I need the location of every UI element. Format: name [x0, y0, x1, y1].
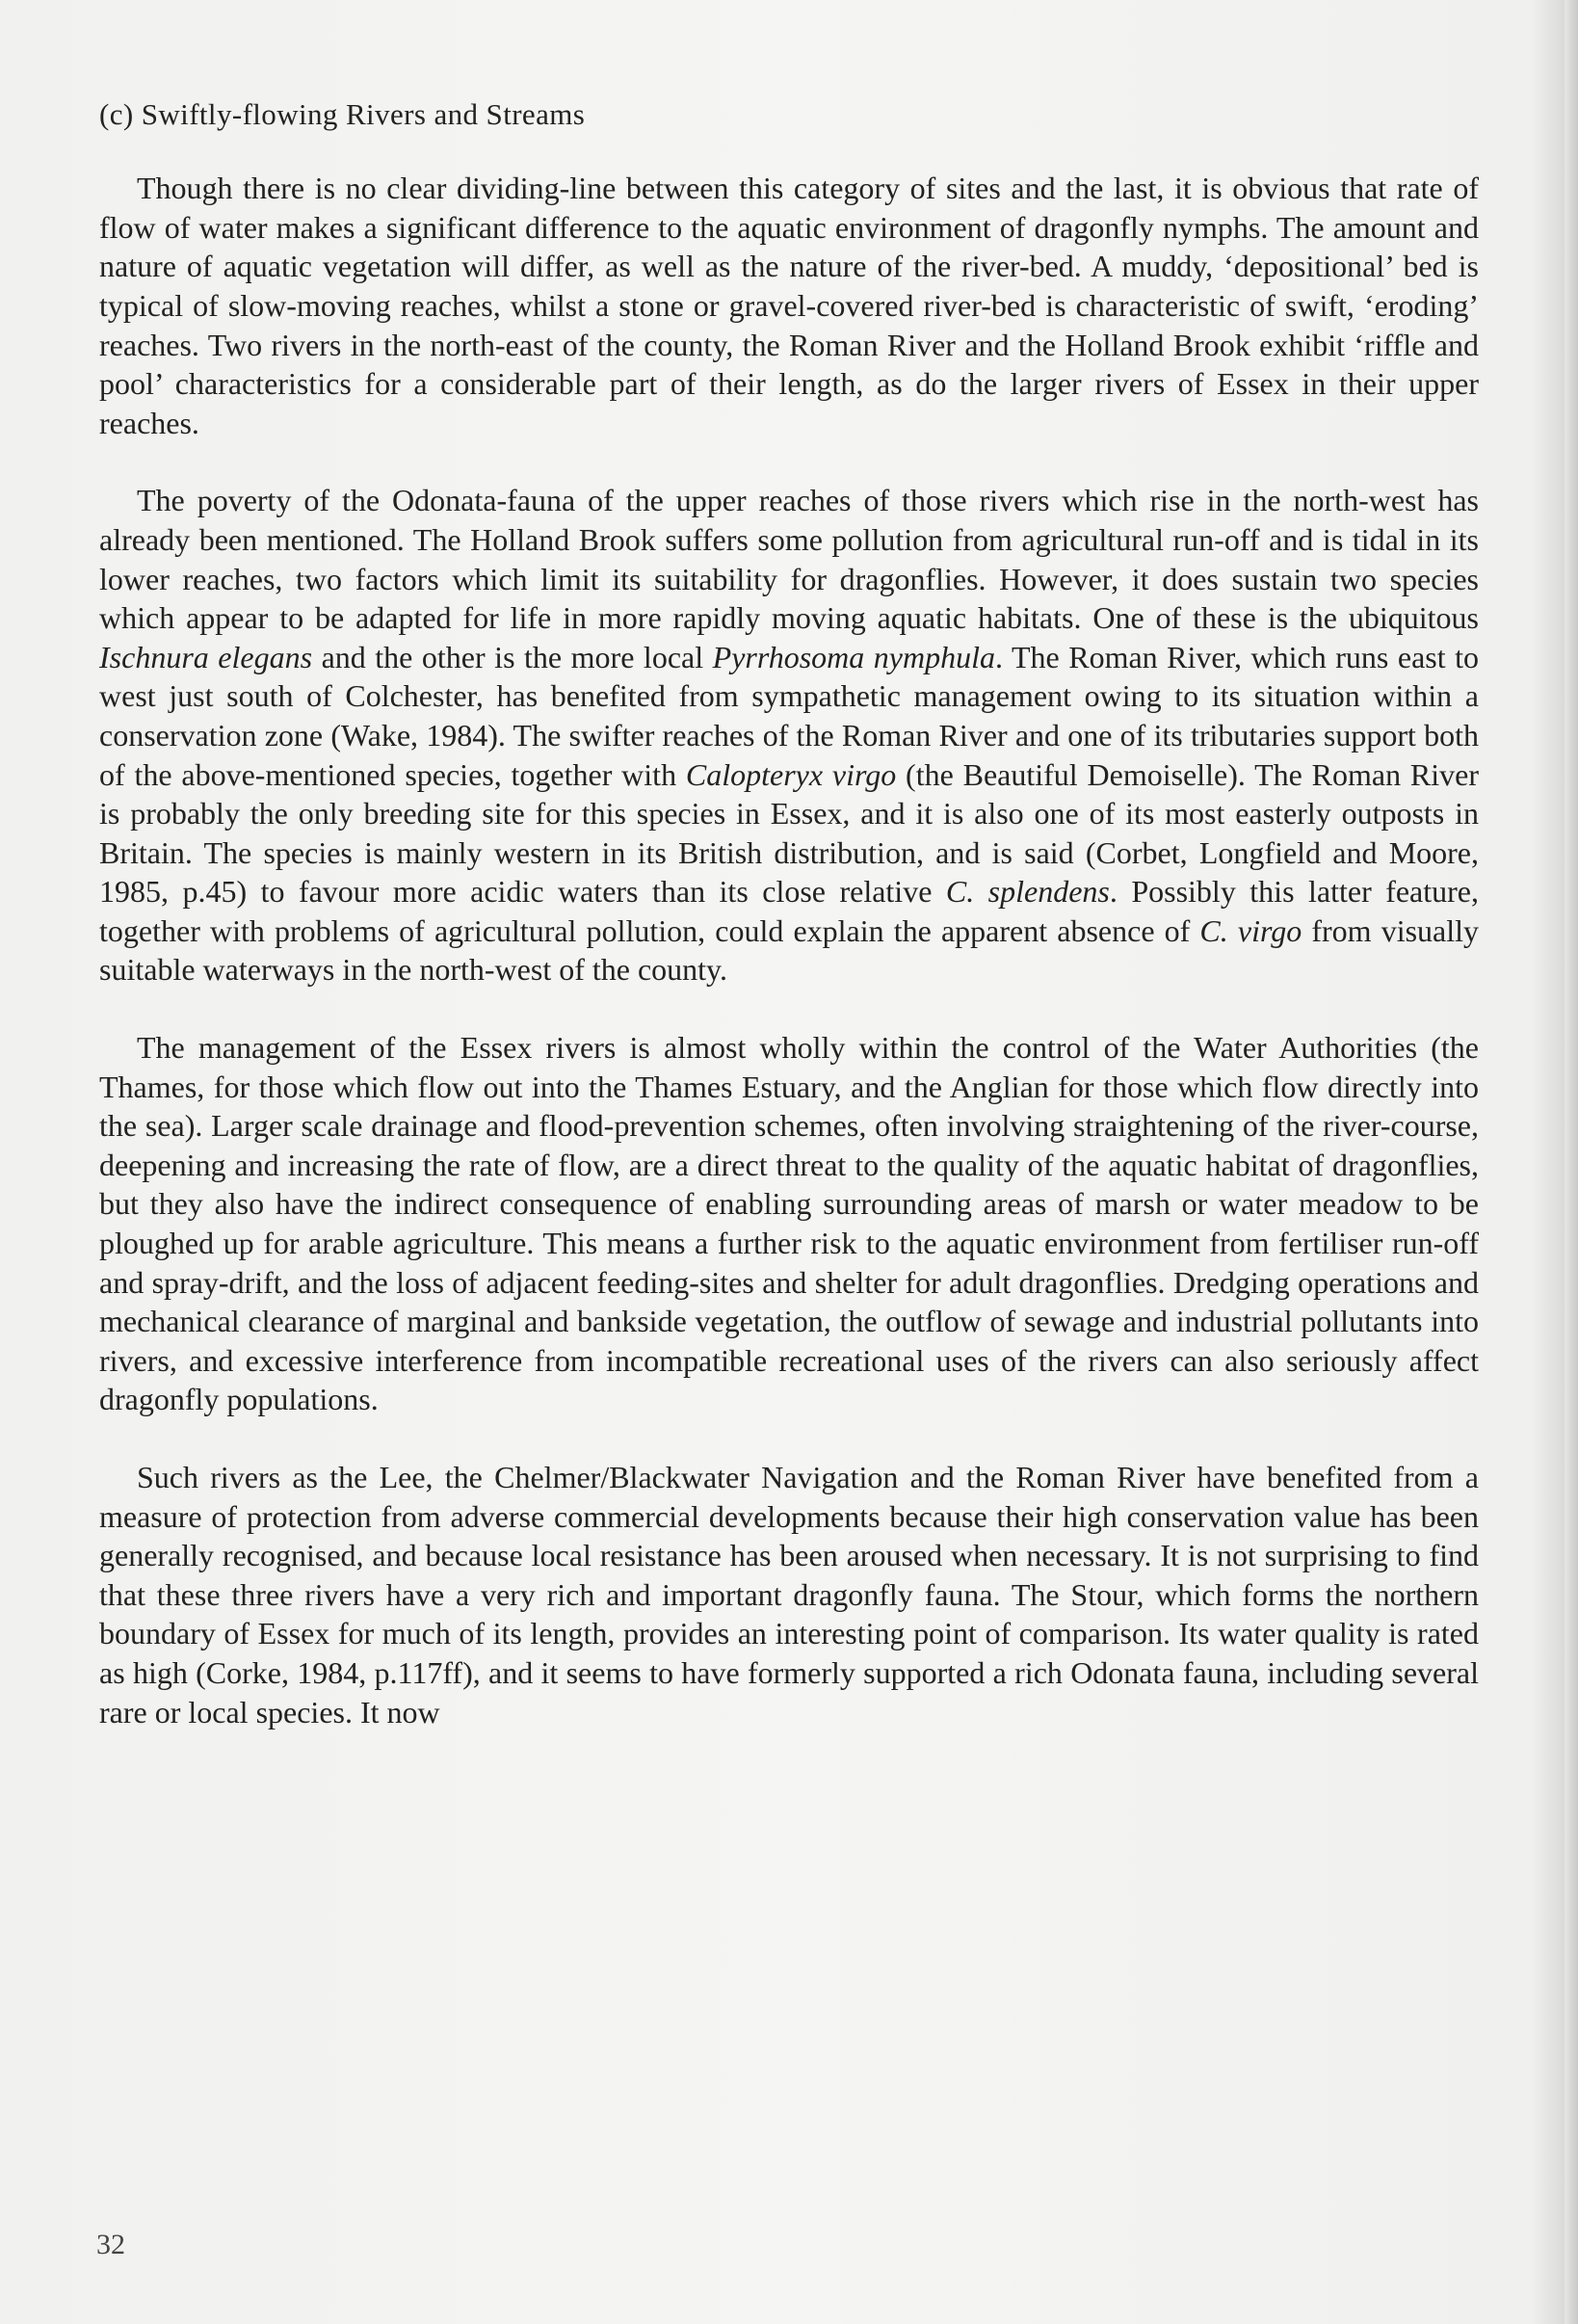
text-run: The poverty of the Odonata-fauna of the upper reaches of those rivers which rise in the north-west has already been mentioned. The Holland Brook suffers some pollution from agricultural run-off and is tidal in its lower reaches, two factors which limit its suitability for dragonflies. However, it does sustain two species which appear to be adapted for life in more rapidly moving aquatic habitats. One of these is the ubiquitous	[99, 483, 1479, 636]
text-body	[99, 96, 1479, 1770]
text-run: Though there is no clear dividing-line between this category of sites and the last, it is obvious that rate of flow of water makes a significant difference to the aquatic environment of dragonfly nymphs. The amount and nature of aquatic vegetation will differ, as well as the nature of the river-bed. A muddy, ‘depositional’ bed is typical of slow-moving reaches, whilst a stone or gravel-covered river-bed is characteristic of swift, ‘eroding’ reaches. Two rivers in the north-east of the county, the Roman River and the Holland Brook exhibit ‘riffle and pool’ characteristics for a considerable part of their length, as do the larger rivers of Essex in their upper reaches.	[99, 171, 1479, 440]
text-run: (the Beautiful Demoiselle). The Roman River is probably the only breeding site for this species in Essex, and it is also one of its most easterly outposts in Britain. The species is mainly western in its British distribution, and is said (Corbet, Longfield and Moore, 1985, p.45) to favour more acidic waters than its close relative	[99, 756, 1480, 910]
text-run: The management of the Essex rivers is almost wholly within the control of the Water Authorities (the Thames, for those which flow out into the Thames Estuary, and the Anglian for those which flow directly into the sea). Larger scale drainage and flood-prevention schemes, often involving straightening of the river-course, deepening and increasing the rate of flow, are a direct threat to the quality of the aquatic habitat of dragonflies, but they also have the indirect consequence of enabling surrounding areas of marsh or water meadow to be ploughed up for arable agriculture. This means a further risk to the aquatic environment from fertiliser run-off and spray-drift, and the loss of adjacent feeding-sites and shelter for adult dragonflies. Dredging operations and mechanical clearance of marginal and bankside vegetation, the outflow of sewage and industrial pollutants into rivers, and excessive interference from incompatible recreational uses of the rivers can also seriously affect dragonfly populations.	[99, 1030, 1479, 1417]
species-name: C. splendens	[945, 874, 1110, 910]
page-number: 32	[96, 2229, 125, 2260]
text-run: . The Roman River, which runs east to west just south of Colchester, has benefited from sympathetic management owing to its situation within a conservation zone (Wake, 1984). The swifter reaches of the Roman River and one of its tributaries support both of the above-mentioned species, together with	[99, 639, 1480, 792]
paragraph-list	[99, 169, 1479, 1731]
species-name: Ischnura elegans	[99, 639, 313, 674]
section-heading: (c) Swiftly-flowing Rivers and Streams	[99, 97, 586, 131]
text-run: and the other is the more local	[312, 639, 713, 674]
text-run: . Possibly this latter feature, together with problems of agricultural pollution, could explain the apparent absence of	[99, 874, 1480, 948]
paragraph	[99, 1458, 1479, 1731]
text-run: from visually suitable waterways in the north-west of the county.	[99, 912, 1480, 988]
text-run: Such rivers as the Lee, the Chelmer/Blackwater Navigation and the Roman River have benefited from a measure of protection from adverse commercial developments because their high conservation value has been generally recognised, and because local resistance has been aroused when necessary. It is not surprising to find that these three rivers have a very rich and important dragonfly fauna. The Stour, which forms the northern boundary of Essex for much of its length, provides an interesting point of comparison. Its water quality is rated as high (Corke, 1984, p.117ff), and it seems to have formerly supported a rich Odonata fauna, including several rare or local species. It now	[99, 1460, 1479, 1730]
species-name: Calopteryx virgo	[685, 756, 897, 792]
page-edge	[1565, 0, 1578, 2324]
paragraph	[99, 169, 1479, 442]
paragraph	[99, 1028, 1479, 1419]
species-name: Pyrrhosoma nymphula	[712, 639, 996, 674]
paragraph	[99, 481, 1479, 990]
species-name: C. virgo	[1199, 912, 1302, 948]
